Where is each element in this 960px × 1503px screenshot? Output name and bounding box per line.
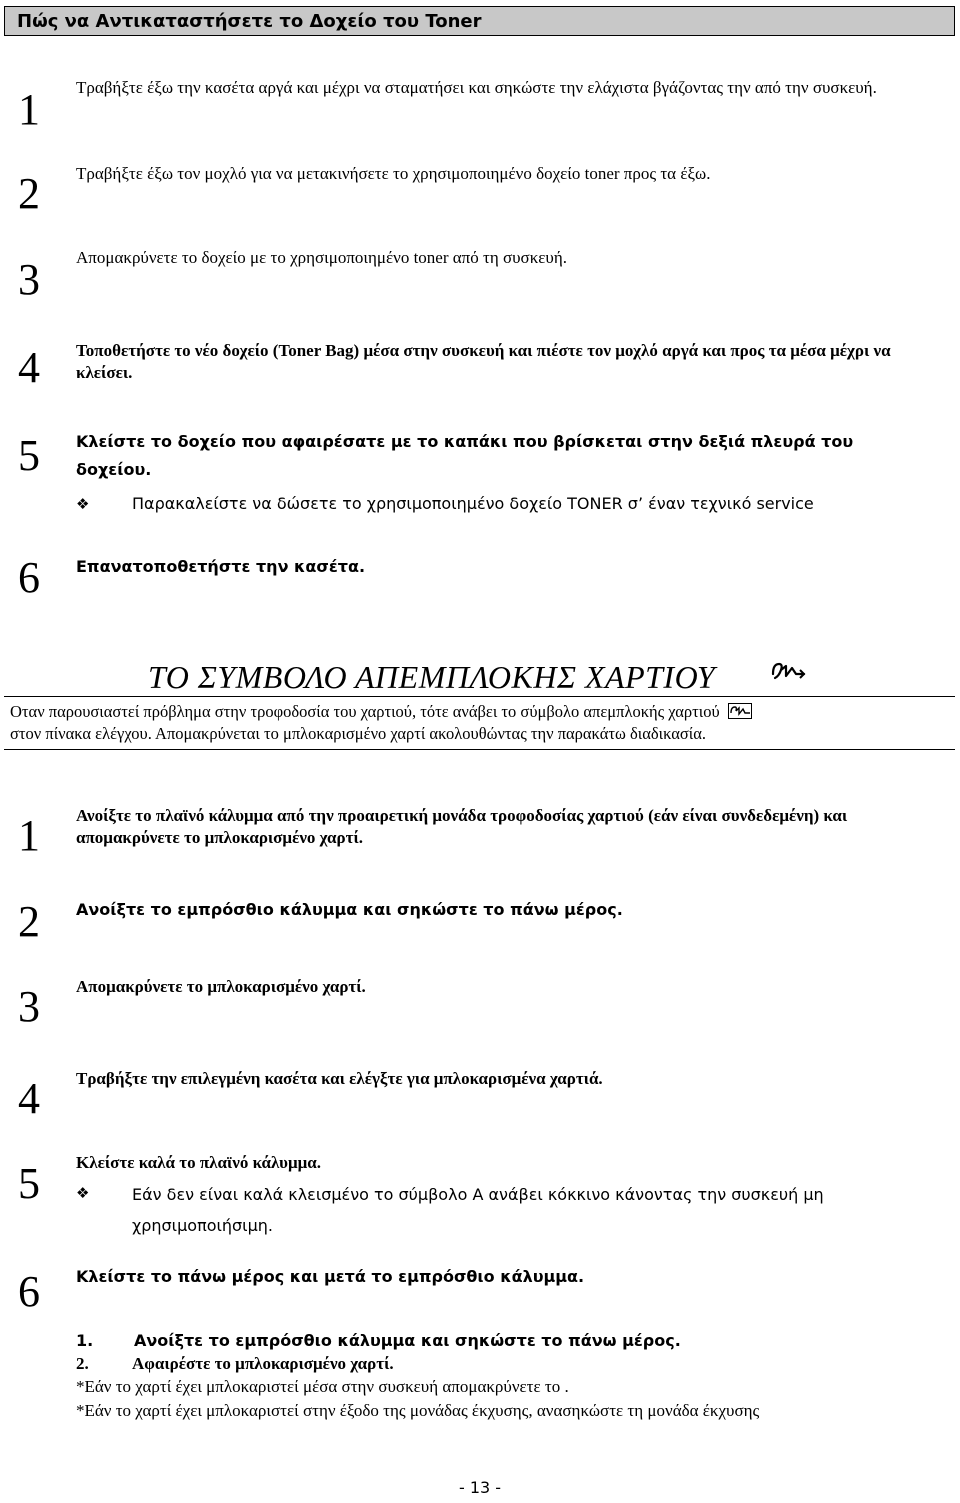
step-text: Κλείστε το δοχείο που αφαιρέσατε με το καπάκι που βρίσκεται στην δεξιά πλευρά του δοχείου. (76, 432, 854, 479)
step-text: Ανοίξτε το πλαϊνό κάλυμμα από την προαιρετική μονάδα τροφοδοσίας χαρτιού (εάν είναι συνδεδεμένη) και απομακρύνετε το μπλοκαρισμένο χαρτί. (76, 806, 848, 847)
step-number: 3 (18, 255, 40, 304)
step-number: 6 (18, 1267, 40, 1316)
note-row (76, 490, 89, 518)
step-number: 5 (18, 1159, 40, 1208)
info-text (10, 701, 940, 745)
step-text: Τοποθετήστε το νέο δοχείο (Toner Bag) μέσα στην συσκευή και πιέστε τον μοχλό αργά και προς τα μέσα μέχρι να κλείσει. (76, 341, 891, 382)
step-text: Κλείστε καλά το πλαϊνό κάλυμμα. (76, 1153, 321, 1172)
sub-step-text: Ανοίξτε το εμπρόσθιο κάλυμμα και σηκώστε το πάνω μέρος. (134, 1331, 681, 1350)
note-text: Εάν δεν είναι καλά κλεισμένο το σύμβολο A ανάβει κόκκινο κάνοντας την συσκευή μη χρησιμοποιήσιμη. (132, 1185, 824, 1235)
step-text: Τραβήξτε την επιλεγμένη κασέτα και ελέγξτε για μπλοκαρισμένα χαρτιά. (76, 1069, 603, 1088)
header-bar (4, 6, 955, 36)
step-number: 1 (18, 811, 40, 860)
section-title-text: ΤΟ ΣΥΜΒΟΛΟ ΑΠΕΜΠΛΟΚΗΣ ΧΑΡΤΙΟΥ (148, 659, 716, 695)
step-number: 1 (18, 85, 40, 134)
step-text: Απομακρύνετε το δοχείο με το χρησιμοποιημένο toner από τη συσκευή. (76, 248, 567, 267)
page-title: Πώς να Αντικαταστήσετε το Δοχείο του Toner (17, 11, 482, 32)
diamond-bullet-icon: ❖ (76, 1184, 90, 1202)
page-number: - 13 - (458, 1478, 502, 1497)
info-line-1: Οταν παρουσιαστεί πρόβλημα στην τροφοδοσία του χαρτιού, τότε ανάβει το σύμβολο απεμπλοκής χαρτιού (10, 702, 720, 721)
step-text: Επανατοποθετήστε την κασέτα. (76, 557, 366, 576)
step-number: 3 (18, 982, 40, 1031)
sub-step-number: 1. (76, 1331, 94, 1350)
note-row (76, 1179, 89, 1207)
step-number: 2 (18, 897, 40, 946)
footnote: *Εάν το χαρτί έχει μπλοκαριστεί στην έξοδο της μονάδας έκχυσης, ανασηκώστε τη μονάδα έκχυσης (76, 1401, 760, 1420)
step-number: 4 (18, 343, 40, 392)
sub-step-text: Αφαιρέστε το μπλοκαρισμένο χαρτί. (132, 1354, 394, 1373)
footnote: *Εάν το χαρτί έχει μπλοκαριστεί μέσα στην συσκευή απομακρύνετε το . (76, 1377, 569, 1396)
step-text: Κλείστε το πάνω μέρος και μετά το εμπρόσθιο κάλυμμα. (76, 1267, 585, 1286)
sub-step-number: 2. (76, 1354, 89, 1373)
paper-jam-icon (770, 660, 808, 687)
paper-jam-box-icon (728, 703, 752, 719)
step-text: Ανοίξτε το εμπρόσθιο κάλυμμα και σηκώστε το πάνω μέρος. (76, 900, 623, 919)
step-number: 5 (18, 431, 40, 480)
info-line-2: στον πίνακα ελέγχου. Απομακρύνεται το μπλοκαρισμένο χαρτί ακολουθώντας την παρακάτω διαδικασία. (10, 724, 706, 743)
step-text: Τραβήξτε έξω την κασέτα αργά και μέχρι να σταματήσει και σηκώστε την ελάχιστα βγάζοντας την από την συσκευή. (76, 78, 877, 97)
step-text: Τραβήξτε έξω τον μοχλό για να μετακινήσετε το χρησιμοποιημένο δοχείο toner προς τα έξω. (76, 164, 711, 183)
step-number: 2 (18, 169, 40, 218)
diamond-bullet-icon: ❖ (76, 495, 90, 513)
step-number: 4 (18, 1074, 40, 1123)
note-text: Παρακαλείστε να δώσετε το χρησιμοποιημένο δοχείο TONER σ’ έναν τεχνικό service (132, 494, 814, 513)
section-title (148, 658, 715, 696)
info-box (4, 696, 955, 750)
step-text: Απομακρύνετε το μπλοκαρισμένο χαρτί. (76, 977, 366, 996)
step-number: 6 (18, 553, 40, 602)
